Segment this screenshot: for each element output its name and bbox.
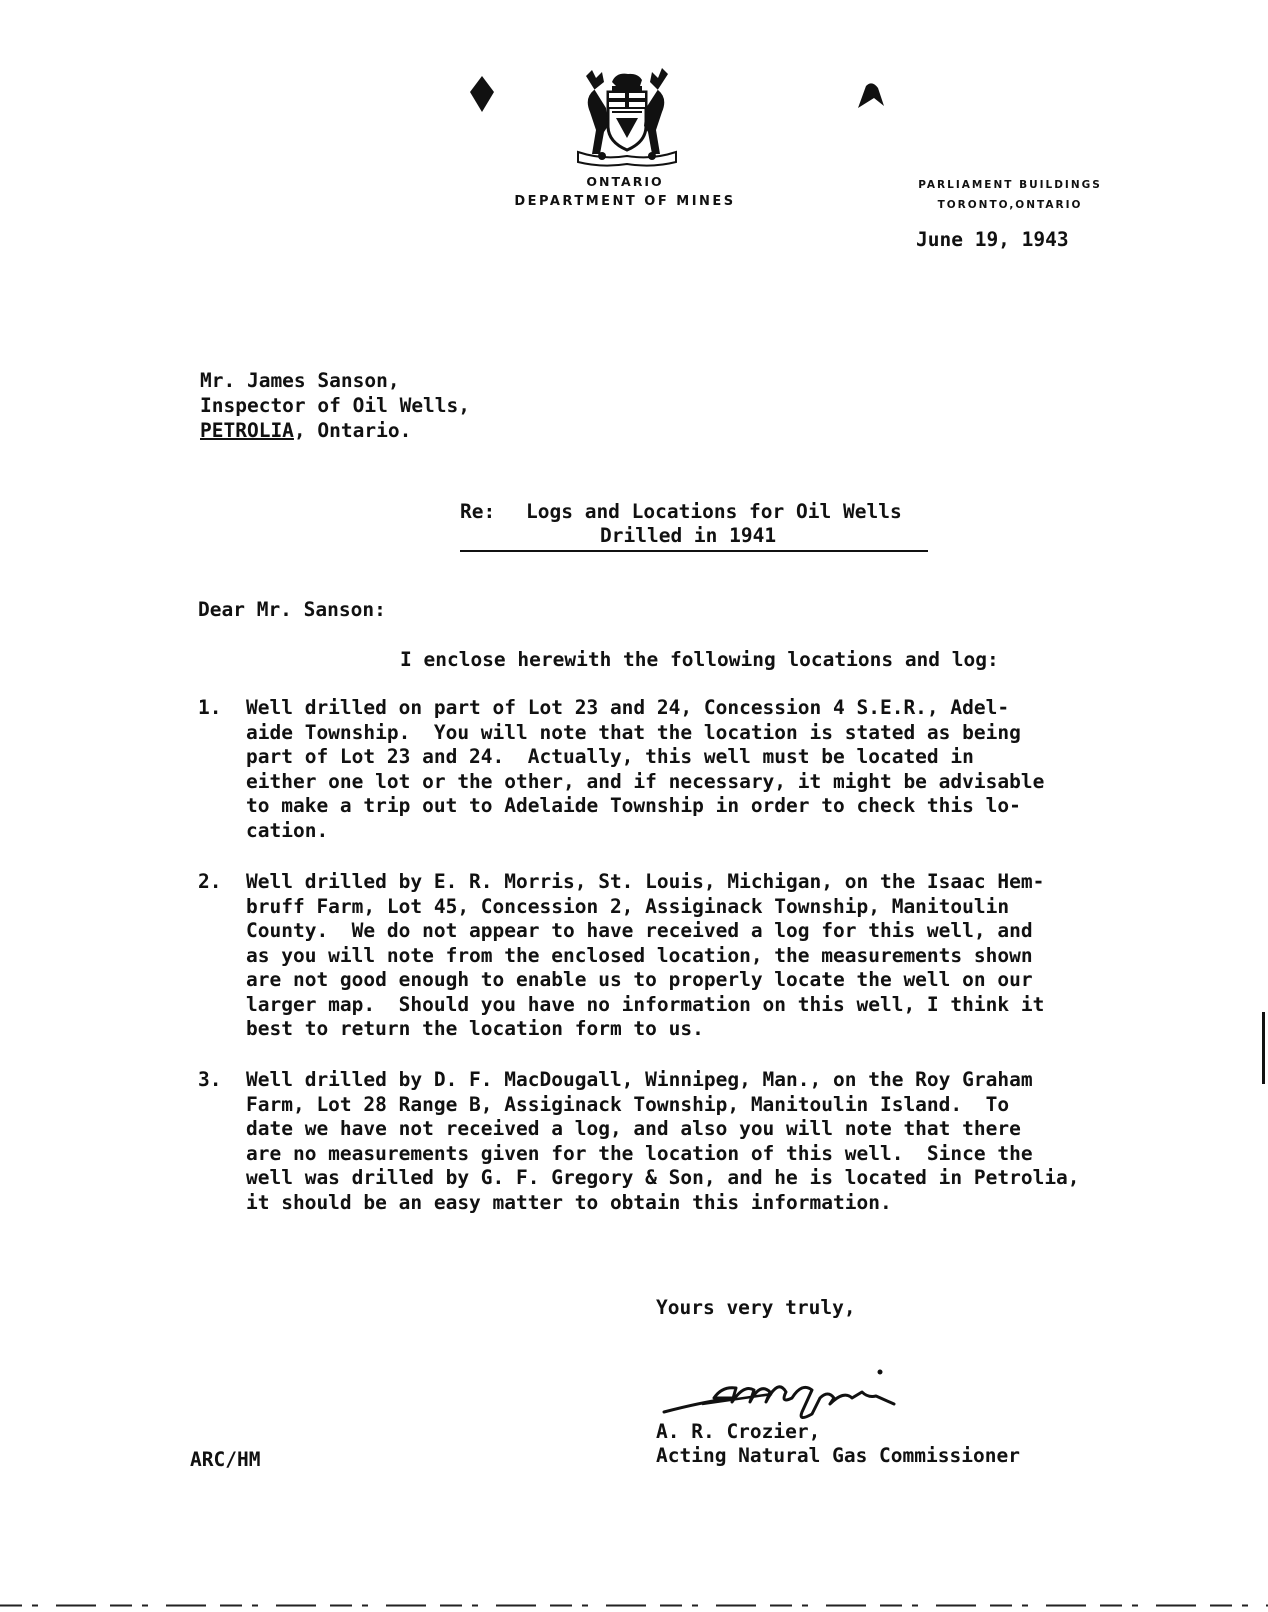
item-line: part of Lot 23 and 24. Actually, this well must be located in [246, 745, 974, 768]
closing: Yours very truly, [656, 1296, 856, 1319]
left-ornament-icon [468, 76, 498, 112]
handwritten-signature [662, 1368, 952, 1428]
recipient-address [200, 368, 470, 443]
item-line: Farm, Lot 28 Range B, Assiginack Township, Manitoulin Island. To [246, 1092, 1010, 1116]
province-label: ONTARIO [586, 174, 664, 189]
subject-line-2: Drilled in 1941 [600, 524, 777, 547]
recipient-province: , Ontario. [293, 419, 412, 442]
item-line: cation. [246, 818, 329, 842]
right-ornament-icon [856, 82, 886, 110]
scan-margin-mark [1262, 1012, 1265, 1084]
item-number: 3. [198, 1068, 222, 1091]
item-1-paragraph [246, 696, 1044, 843]
department-label: DEPARTMENT OF MINES [514, 194, 736, 209]
letter-date: June 19, 1943 [916, 228, 1069, 251]
subject-underline [460, 550, 928, 552]
item-line: Well drilled on part of Lot 23 and 24, Concession 4 S.E.R., Adel- [246, 696, 1010, 719]
ontario-coat-of-arms-icon [572, 68, 682, 168]
item-line: it should be an easy matter to obtain this information. [246, 1190, 892, 1214]
item-line: date we have not received a log, and also you will note that there [246, 1117, 1021, 1140]
item-line: best to return the location form to us. [246, 1017, 704, 1040]
recipient-town: PETROLIA [200, 419, 294, 442]
item-number: 2. [198, 870, 222, 893]
city-label: TORONTO,ONTARIO [937, 199, 1083, 211]
item-line: Well drilled by E. R. Morris, St. Louis, Michigan, on the Isaac Hem- [246, 870, 1045, 893]
reference-initials: ARC/HM [190, 1448, 261, 1471]
signer-title: Acting Natural Gas Commissioner [656, 1444, 1020, 1467]
item-line: larger map. Should you have no information on this well, I think it [246, 992, 1045, 1016]
item-line: either one lot or the other, and if necessary, it might be advisable [246, 769, 1045, 793]
item-line: County. We do not appear to have received a log for this well, and [246, 919, 1033, 942]
item-line: as you will note from the enclosed location, the measurements shown [246, 943, 1033, 967]
scan-bottom-edge [0, 1604, 1268, 1607]
item-line: are not good enough to enable us to properly locate the well on our [246, 968, 1033, 991]
department-heading [500, 172, 750, 212]
intro-line: I enclose herewith the following locations and log: [400, 648, 999, 671]
recipient-name: Mr. James Sanson, [200, 369, 400, 392]
item-line: are no measurements given for the location of this well. Since the [246, 1141, 1033, 1165]
item-line: Well drilled by D. F. MacDougall, Winnipeg, Man., on the Roy Graham [246, 1068, 1033, 1091]
item-line: to make a trip out to Adelaide Township in order to check this lo- [246, 794, 1021, 817]
building-label: PARLIAMENT BUILDINGS [918, 179, 1102, 191]
office-location [900, 175, 1120, 215]
item-line: bruff Farm, Lot 45, Concession 2, Assiginack Township, Manitoulin [246, 894, 1010, 918]
recipient-location [200, 418, 470, 443]
item-3-paragraph [246, 1068, 1080, 1215]
item-number: 1. [198, 696, 222, 719]
signer-name: A. R. Crozier, [656, 1420, 821, 1443]
subject-line-1: Logs and Locations for Oil Wells [526, 500, 902, 523]
recipient-title: Inspector of Oil Wells, [200, 394, 471, 417]
item-line: well was drilled by G. F. Gregory & Son, and he is located in Petrolia, [246, 1166, 1080, 1189]
item-2-paragraph [246, 870, 1044, 1042]
subject-label: Re: [460, 500, 496, 523]
salutation: Dear Mr. Sanson: [198, 598, 386, 621]
item-line: aide Township. You will note that the location is stated as being [246, 720, 1021, 744]
